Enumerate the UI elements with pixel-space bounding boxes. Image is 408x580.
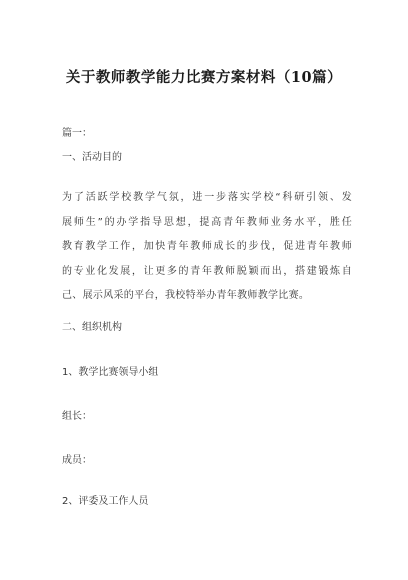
document-title: 关于教师教学能力比赛方案材料（10篇）	[65, 69, 343, 86]
section-heading-organization: 二、组织机构	[62, 322, 122, 333]
paragraph-line: 教育教学工作，加快青年教师成长的步伐，促进青年教师	[62, 241, 352, 252]
paragraph-line: 己、展示风采的平台，我校特举办青年教师教学比赛。	[62, 290, 310, 301]
list-item-judges-staff: 2、评委及工作人员	[62, 496, 149, 507]
paragraph-line: 展师生”的办学指导思想，提高青年教师业务水平，胜任	[62, 216, 352, 228]
members-label: 成员：	[62, 455, 92, 466]
purpose-paragraph	[62, 186, 352, 309]
section-heading-purpose: 一、活动目的	[62, 152, 122, 163]
part-label: 篇一：	[62, 128, 92, 139]
paragraph-line: 为了活跃学校教学气氛，进一步落实学校“科研引领、发	[62, 192, 352, 203]
paragraph-line: 的专业化发展，让更多的青年教师脱颖而出，搭建锻炼自	[62, 265, 352, 277]
leader-label: 组长：	[62, 411, 92, 422]
list-item-leadership-group: 1、教学比赛领导小组	[62, 367, 159, 378]
